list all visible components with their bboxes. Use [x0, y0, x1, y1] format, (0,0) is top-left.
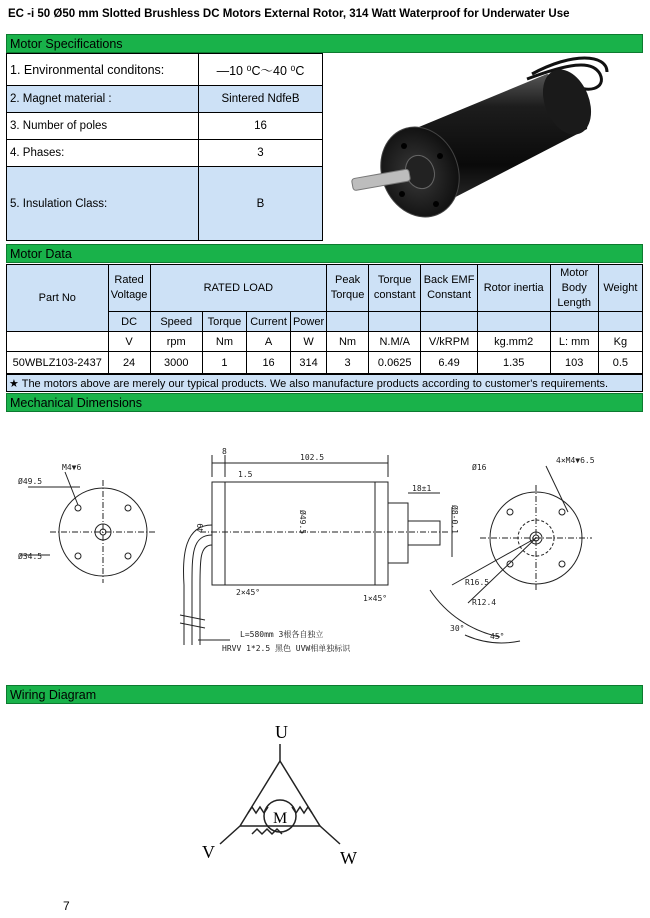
dim-label: 1.5 [238, 470, 253, 479]
unit: V/kRPM [421, 332, 477, 352]
dim-label: Ø49.5 [18, 477, 43, 486]
header-row [7, 265, 643, 312]
value: 314 [291, 352, 327, 374]
cable-note: HRVV 1*2.5 黑色 UVW相单独标识 [222, 644, 351, 653]
note-text: ★ The motors above are merely our typical products. We also manufacture products according to customer's requirements. [6, 374, 643, 392]
sub-empty [327, 312, 369, 332]
motor-label: M [273, 810, 288, 827]
unit: A [247, 332, 291, 352]
value: 3 [327, 352, 369, 374]
dim-label: R16.5 [465, 578, 490, 587]
motor-photo [332, 54, 612, 234]
section-wiring-diagram: Wiring Diagram [6, 685, 643, 704]
motor-data-table [6, 264, 643, 374]
col-weight: Weight [598, 265, 642, 312]
spec-value: B [199, 167, 323, 241]
dim-label: Ø49.5 [298, 510, 307, 535]
spec-row [7, 113, 323, 140]
value: 103 [550, 352, 598, 374]
dim-label: 30° [450, 624, 465, 633]
spec-row [7, 54, 323, 86]
col-back-emf: Back EMF Constant [421, 265, 477, 312]
value: 1 [202, 352, 246, 374]
sub-current: Current [247, 312, 291, 332]
value: 16 [247, 352, 291, 374]
sub-empty [477, 312, 550, 332]
value: 24 [108, 352, 150, 374]
unit: V [108, 332, 150, 352]
col-torque-constant: Torque constant [369, 265, 421, 312]
col-rated-load: RATED LOAD [150, 265, 326, 312]
section-mechanical-dimensions: Mechanical Dimensions [6, 393, 643, 412]
value: 1.35 [477, 352, 550, 374]
col-body-length: Motor Body Length [550, 265, 598, 312]
unit: rpm [150, 332, 202, 352]
spec-label: 5. Insulation Class: [7, 167, 199, 241]
col-rated-voltage: Rated Voltage [108, 265, 150, 312]
unit: kg.mm2 [477, 332, 550, 352]
col-rotor-inertia: Rotor inertia [477, 265, 550, 312]
spec-value: 3 [199, 140, 323, 167]
dim-label: Ø8-0.1 [450, 505, 459, 534]
spec-value: Sintered NdfeB [199, 86, 323, 113]
col-part-no: Part No [7, 265, 109, 332]
unit: Nm [327, 332, 369, 352]
value: 3000 [150, 352, 202, 374]
dim-label: 102.5 [300, 453, 325, 462]
unit: N.M/A [369, 332, 421, 352]
dim-label: Ø34.5 [18, 552, 43, 561]
sub-empty [421, 312, 477, 332]
page-number: 7 [63, 899, 70, 913]
unit-empty [7, 332, 109, 352]
dim-label: 45° [490, 632, 505, 641]
table-row [7, 352, 643, 374]
spec-label: 1. Environmental conditons: [7, 54, 199, 86]
dim-label: Ø16 [472, 463, 487, 472]
page-title: EC -i 50 Ø50 mm Slotted Brushless DC Motors External Rotor, 314 Watt Waterproof for Underwater Use [8, 8, 570, 20]
dim-label: 18±1 [412, 484, 432, 493]
phase-w-label: W [340, 848, 357, 866]
section-motor-data: Motor Data [6, 244, 643, 263]
value: 6.49 [421, 352, 477, 374]
sub-speed: Speed [150, 312, 202, 332]
spec-label: 4. Phases: [7, 140, 199, 167]
units-row [7, 332, 643, 352]
unit: Kg [598, 332, 642, 352]
value: 0.5 [598, 352, 642, 374]
specifications-table [6, 53, 323, 241]
spec-label: 2. Magnet material : [7, 86, 199, 113]
sub-empty [369, 312, 421, 332]
section-motor-specifications: Motor Specifications [6, 34, 643, 53]
phase-v-label: V [202, 842, 215, 862]
spec-label: 3. Number of poles [7, 113, 199, 140]
value: 0.0625 [369, 352, 421, 374]
sub-power: Power [291, 312, 327, 332]
sub-empty [550, 312, 598, 332]
spec-row [7, 86, 323, 113]
col-peak-torque: Peak Torque [327, 265, 369, 312]
spec-row [7, 167, 323, 241]
phase-u-label: U [275, 722, 288, 742]
wiring-diagram [190, 716, 370, 866]
unit: L: mm [550, 332, 598, 352]
dim-label: M4▼6 [62, 463, 82, 472]
dim-label: R12.4 [472, 598, 497, 607]
dim-label: 8 [222, 447, 227, 456]
spec-value: —10 ⁰C～40 ⁰C [199, 54, 323, 86]
part-number: 50WBLZ103-2437 [7, 352, 109, 374]
sub-torque: Torque [202, 312, 246, 332]
cable-note: L=580mm 3根各自独立 [240, 630, 324, 639]
dim-label: 4×M4▼6.5 [556, 456, 595, 465]
spec-row [7, 140, 323, 167]
dim-label: 2×45° [236, 588, 261, 597]
sub-dc: DC [108, 312, 150, 332]
dim-label: 1×45° [363, 594, 388, 603]
spec-value: 16 [199, 113, 323, 140]
sub-empty [598, 312, 642, 332]
dim-label: 49 [196, 523, 205, 533]
unit: W [291, 332, 327, 352]
unit: Nm [202, 332, 246, 352]
mechanical-drawing [0, 415, 650, 680]
